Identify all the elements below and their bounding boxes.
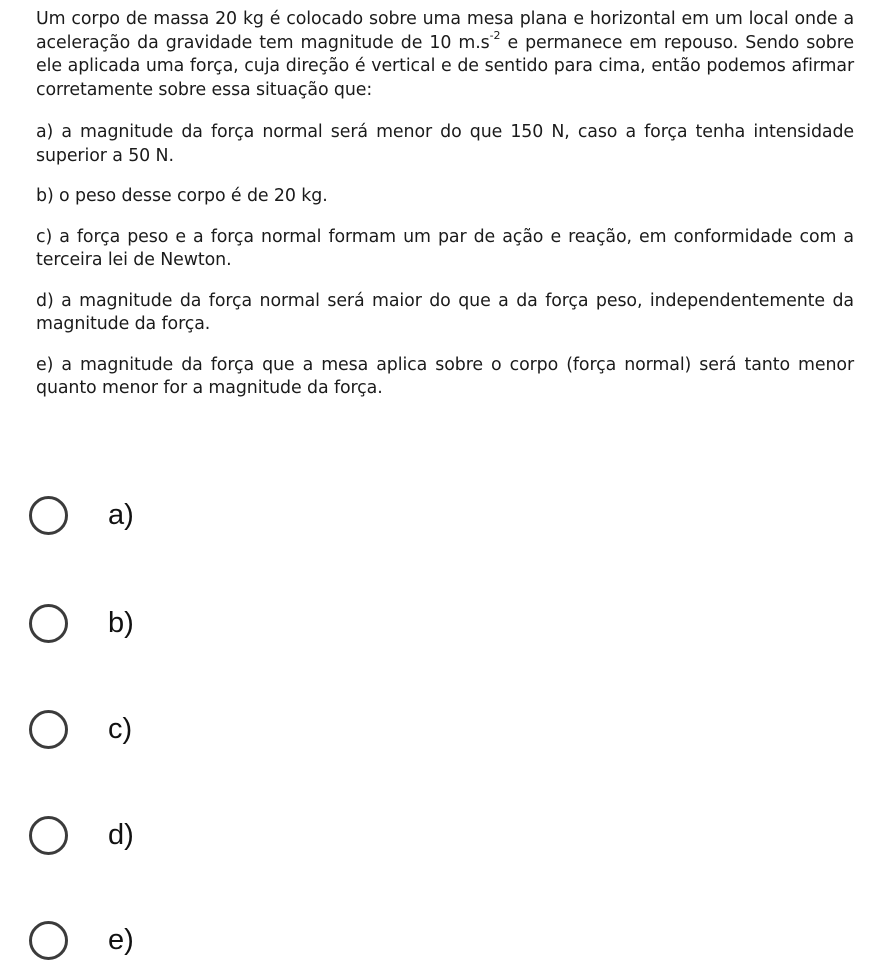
choice-b[interactable]: [29, 593, 329, 653]
choice-label-c: c): [108, 712, 133, 745]
radio-button-c[interactable]: [29, 710, 68, 749]
question-text: [36, 8, 854, 418]
choice-e[interactable]: [29, 910, 329, 970]
radio-button-e[interactable]: [29, 921, 68, 960]
stem-text-1: Um corpo de massa 20 kg é colocado sobre uma mesa plana e horizontal em um local onde a aceleração da gravidade tem magnitude de 10 m.s: [36, 9, 854, 53]
question-stem: [36, 8, 854, 102]
statement-a: a) a magnitude da força normal será menor do que 150 N, caso a força tenha intensidade superior a 50 N.: [36, 122, 854, 166]
choice-d[interactable]: [29, 805, 329, 865]
radio-button-a[interactable]: [29, 496, 68, 535]
choice-c[interactable]: [29, 699, 329, 759]
statement-d: d) a magnitude da força normal será maior do que a da força peso, independentemente da magnitude da força.: [36, 290, 854, 334]
choice-label-a: a): [108, 498, 134, 531]
statement-c: c) a força peso e a força normal formam um par de ação e reação, em conformidade com a terceira lei de Newton.: [36, 226, 854, 270]
stem-text-2: e permanece em repouso. Sendo sobre ele aplicada uma força, cuja direção é vertical e de sentido para cima, então podemos afirmar corretamente sobre essa situação que:: [36, 32, 854, 100]
choice-label-e: e): [108, 923, 134, 956]
stem-exponent: -2: [489, 28, 501, 42]
choice-a[interactable]: [29, 485, 329, 545]
statement-e: e) a magnitude da força que a mesa aplica sobre o corpo (força normal) será tanto menor quanto menor for a magnitude da força.: [36, 354, 854, 398]
radio-button-b[interactable]: [29, 604, 68, 643]
choice-label-b: b): [108, 606, 134, 639]
choice-label-d: d): [108, 818, 134, 851]
statement-b: b) o peso desse corpo é de 20 kg.: [36, 186, 328, 206]
radio-button-d[interactable]: [29, 816, 68, 855]
